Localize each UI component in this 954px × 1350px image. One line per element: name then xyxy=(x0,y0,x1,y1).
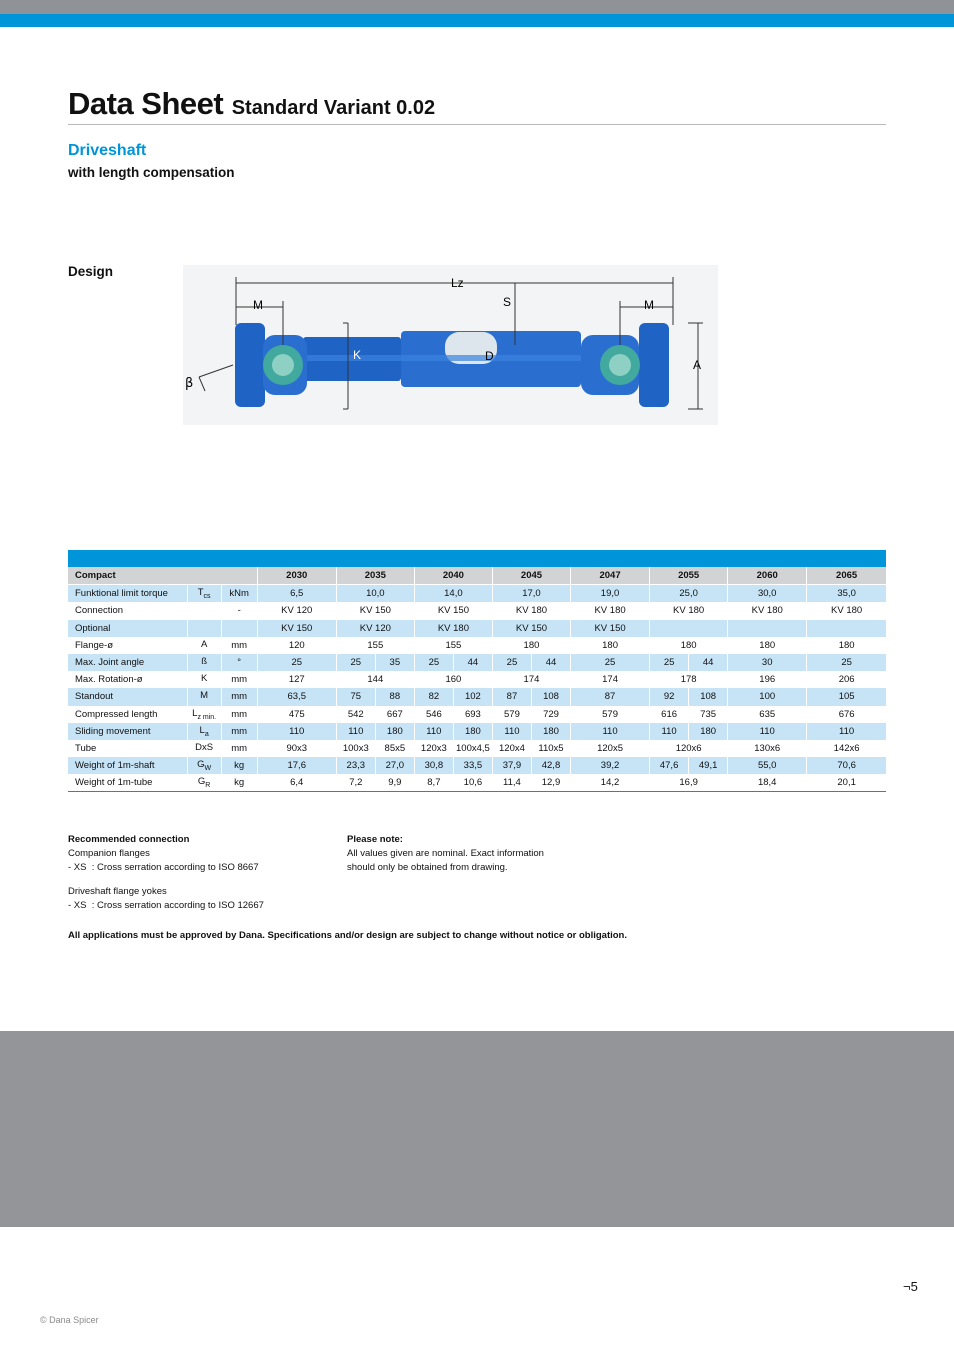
please-line-1: All values given are nominal. Exact information xyxy=(347,848,544,859)
row-unit: mm xyxy=(221,723,257,740)
row-label: Funktional limit torque xyxy=(68,585,187,603)
table-row xyxy=(68,774,886,792)
bottom-gray-band xyxy=(0,1031,954,1227)
table-cell: 120 xyxy=(257,637,336,654)
table-cell: 33,5 xyxy=(453,757,492,774)
table-cell: 579 xyxy=(571,706,650,723)
table-row xyxy=(68,757,886,774)
table-cell: 100x3 xyxy=(336,740,375,757)
table-row xyxy=(68,585,886,603)
table-row xyxy=(68,671,886,688)
table-cell: 110x5 xyxy=(531,740,570,757)
table-row xyxy=(68,654,886,671)
table-cell: 180 xyxy=(650,637,728,654)
table-header-cell: 2065 xyxy=(807,567,886,585)
left-cross-bearing xyxy=(272,354,294,376)
table-header-cell: 2055 xyxy=(650,567,728,585)
table-cell: KV 180 xyxy=(414,620,492,637)
table-cell: 82 xyxy=(414,688,453,705)
row-label: Max. Rotation-ø xyxy=(75,674,143,686)
label-k: K xyxy=(353,348,362,362)
table-cell: 25 xyxy=(807,654,886,671)
table-cell: 14,0 xyxy=(414,585,492,603)
table-row xyxy=(68,620,886,637)
row-symbol xyxy=(187,585,221,603)
table-cell xyxy=(728,620,807,637)
table-cell: 735 xyxy=(689,706,728,723)
row-label: Standout xyxy=(68,688,187,705)
page-number-value: 5 xyxy=(910,1279,918,1294)
table-cell: 30,0 xyxy=(728,585,807,603)
table-cell: 180 xyxy=(492,637,570,654)
spec-table xyxy=(68,567,886,792)
table-cell: 110 xyxy=(728,723,807,740)
page-number xyxy=(903,1279,918,1294)
title-main: Data Sheet xyxy=(68,86,224,121)
table-cell: 120x6 xyxy=(650,740,728,757)
companion-title: Companion flanges xyxy=(68,848,150,859)
table-cell: 180 xyxy=(453,723,492,740)
table-cell: 10,0 xyxy=(336,585,414,603)
table-cell: 108 xyxy=(531,688,570,705)
left-flange xyxy=(235,323,265,407)
row-symbol-sub: z min. xyxy=(197,713,217,721)
table-cell: 110 xyxy=(571,723,650,740)
row-unit xyxy=(221,620,257,637)
table-cell: 155 xyxy=(336,637,414,654)
table-cell: 25 xyxy=(257,654,336,671)
table-cell: 8,7 xyxy=(414,774,453,792)
top-blue-band xyxy=(0,14,954,27)
table-cell: 30,8 xyxy=(414,757,453,774)
table-cell: 130x6 xyxy=(728,740,807,757)
table-cell: 25 xyxy=(414,654,453,671)
row-unit: kg xyxy=(221,774,257,792)
table-cell: 6,5 xyxy=(257,585,336,603)
table-cell: 108 xyxy=(689,688,728,705)
table-cell: 110 xyxy=(807,723,886,740)
table-cell: 88 xyxy=(375,688,414,705)
row-unit: kg xyxy=(221,757,257,774)
table-cell: 635 xyxy=(728,706,807,723)
table-cell: 180 xyxy=(571,637,650,654)
table-row xyxy=(68,637,886,654)
row-unit: mm xyxy=(221,706,257,723)
table-cell: KV 150 xyxy=(257,620,336,637)
row-symbol xyxy=(187,671,221,688)
row-symbol xyxy=(187,723,221,740)
table-cell: 44 xyxy=(689,654,728,671)
table-cell: 55,0 xyxy=(728,757,807,774)
table-cell: 25 xyxy=(492,654,531,671)
table-cell: 75 xyxy=(336,688,375,705)
table-header-cell: 2045 xyxy=(492,567,570,585)
table-cell: 180 xyxy=(531,723,570,740)
label-lz: Lz xyxy=(451,276,464,290)
row-unit: kNm xyxy=(221,585,257,603)
table-cell: 23,3 xyxy=(336,757,375,774)
table-cell: KV 150 xyxy=(336,602,414,619)
table-cell: 44 xyxy=(453,654,492,671)
table-header-cell: 2030 xyxy=(257,567,336,585)
table-cell: 120x5 xyxy=(571,740,650,757)
row-symbol-main: M xyxy=(200,690,209,702)
right-flange xyxy=(639,323,669,407)
row-symbol-main: K xyxy=(200,673,208,685)
row-symbol-main: L xyxy=(199,724,205,736)
table-cell: 693 xyxy=(453,706,492,723)
table-cell: 25,0 xyxy=(650,585,728,603)
table-cell: 160 xyxy=(414,671,492,688)
table-cell: 579 xyxy=(492,706,531,723)
table-cell: 676 xyxy=(807,706,886,723)
table-cell: 155 xyxy=(414,637,492,654)
table-cell: KV 120 xyxy=(257,602,336,619)
table-cell: KV 180 xyxy=(728,602,807,619)
table-cell: 174 xyxy=(571,671,650,688)
table-cell: KV 180 xyxy=(807,602,886,619)
page-mark: ¬ xyxy=(903,1279,911,1294)
table-cell: 16,9 xyxy=(650,774,728,792)
driveshaft-drawing xyxy=(183,265,718,425)
table-cell: 25 xyxy=(336,654,375,671)
table-cell: 475 xyxy=(257,706,336,723)
table-cell: 142x6 xyxy=(807,740,886,757)
table-cell xyxy=(807,620,886,637)
table-top-bar xyxy=(68,550,886,567)
table-cell: 63,5 xyxy=(257,688,336,705)
row-symbol-sub: R xyxy=(205,782,211,790)
right-cross-bearing xyxy=(609,354,631,376)
table-cell: 35 xyxy=(375,654,414,671)
page-title xyxy=(68,86,435,122)
table-cell: 102 xyxy=(453,688,492,705)
table-row xyxy=(68,602,886,619)
table-cell: 178 xyxy=(650,671,728,688)
table-cell: 30 xyxy=(728,654,807,671)
table-cell: KV 180 xyxy=(571,602,650,619)
table-cell: 180 xyxy=(375,723,414,740)
table-cell: 19,0 xyxy=(571,585,650,603)
table-cell: 27,0 xyxy=(375,757,414,774)
table-cell: KV 150 xyxy=(492,620,570,637)
disclaimer: All applications must be approved by Dana. Specifications and/or design are subject to change without notice or obligation. xyxy=(68,930,627,941)
table-cell: 92 xyxy=(650,688,689,705)
table-header-cell: 2060 xyxy=(728,567,807,585)
label-beta: β xyxy=(185,376,194,391)
row-symbol xyxy=(187,757,221,774)
table-cell: 180 xyxy=(807,637,886,654)
label-m-right: M xyxy=(644,298,654,312)
table-header-cell: Compact xyxy=(68,567,257,585)
table-cell: 110 xyxy=(336,723,375,740)
table-cell: 110 xyxy=(492,723,531,740)
table-header-cell: 2035 xyxy=(336,567,414,585)
copyright: © Dana Spicer xyxy=(40,1315,99,1325)
row-symbol xyxy=(187,740,221,757)
yokes-item: - XS : Cross serration according to ISO 12667 xyxy=(68,900,264,911)
table-cell: 18,4 xyxy=(728,774,807,792)
table-cell: 100x4,5 xyxy=(453,740,492,757)
please-title: Please note: xyxy=(347,834,403,845)
companion-item: - XS : Cross serration according to ISO 8667 xyxy=(68,862,259,873)
row-symbol-main: A xyxy=(200,638,208,650)
table-cell: 110 xyxy=(257,723,336,740)
table-cell: KV 180 xyxy=(492,602,570,619)
table-cell: 47,6 xyxy=(650,757,689,774)
table-cell: 110 xyxy=(650,723,689,740)
label-d: D xyxy=(485,349,494,363)
row-unit: - xyxy=(221,602,257,619)
table-cell: 542 xyxy=(336,706,375,723)
table-cell: 85x5 xyxy=(375,740,414,757)
section-heading: Driveshaft xyxy=(68,142,147,159)
row-symbol-main: G xyxy=(197,776,206,788)
label-m-left: M xyxy=(253,298,263,312)
row-label: Sliding movement xyxy=(68,723,187,740)
row-symbol xyxy=(187,774,221,792)
tube-highlight xyxy=(303,355,581,361)
top-gray-band xyxy=(0,0,954,14)
row-unit: ° xyxy=(221,654,257,671)
table-cell: 180 xyxy=(728,637,807,654)
row-symbol xyxy=(187,654,221,671)
table-cell: 87 xyxy=(492,688,531,705)
table-cell: 196 xyxy=(728,671,807,688)
row-symbol-sub: W xyxy=(204,765,212,773)
table-cell: KV 150 xyxy=(571,620,650,637)
table-header-cell: 2047 xyxy=(571,567,650,585)
table-cell: 10,6 xyxy=(453,774,492,792)
table-cell: 25 xyxy=(571,654,650,671)
title-rule xyxy=(68,124,886,125)
section-subheading: with length compensation xyxy=(68,165,235,180)
row-label: Weight of 1m-tube xyxy=(68,774,187,792)
table-cell: 100 xyxy=(728,688,807,705)
table-cell: 20,1 xyxy=(807,774,886,792)
table-cell: KV 180 xyxy=(650,602,728,619)
table-cell: 110 xyxy=(414,723,453,740)
table-cell: 144 xyxy=(336,671,414,688)
label-a: A xyxy=(693,358,702,372)
table-header-row xyxy=(68,567,886,585)
row-unit: mm xyxy=(221,637,257,654)
please-note xyxy=(347,833,544,875)
row-symbol-main: L xyxy=(192,707,198,719)
row-unit: mm xyxy=(221,688,257,705)
table-cell: 127 xyxy=(257,671,336,688)
table-row xyxy=(68,688,886,705)
recommended-notes xyxy=(68,833,264,913)
table-cell: KV 120 xyxy=(336,620,414,637)
table-cell: 546 xyxy=(414,706,453,723)
design-label: Design xyxy=(68,264,114,279)
table-cell: 87 xyxy=(571,688,650,705)
row-symbol-sub: a xyxy=(204,730,209,738)
table-cell: 11,4 xyxy=(492,774,531,792)
row-label: Optional xyxy=(68,620,187,637)
row-symbol xyxy=(187,637,221,654)
row-label: Compressed length xyxy=(75,708,158,720)
row-symbol xyxy=(187,620,221,637)
row-symbol-main: T xyxy=(197,587,204,599)
table-cell: 12,9 xyxy=(531,774,570,792)
table-cell: 729 xyxy=(531,706,570,723)
row-symbol-sub: cs xyxy=(203,593,211,601)
row-symbol-main: G xyxy=(197,759,205,771)
table-cell: 49,1 xyxy=(689,757,728,774)
table-cell: 25 xyxy=(650,654,689,671)
label-s: S xyxy=(503,295,512,309)
table-cell: 667 xyxy=(375,706,414,723)
row-symbol-main: DxS xyxy=(195,742,214,754)
table-cell: 44 xyxy=(531,654,570,671)
table-cell: 6,4 xyxy=(257,774,336,792)
row-symbol xyxy=(187,688,221,705)
table-cell: 14,2 xyxy=(571,774,650,792)
row-label: Flange-ø xyxy=(75,639,114,651)
yokes-title: Driveshaft flange yokes xyxy=(68,886,167,897)
table-cell: 90x3 xyxy=(257,740,336,757)
row-symbol-main: ß xyxy=(201,656,208,668)
table-header-cell: 2040 xyxy=(414,567,492,585)
table-cell: 70,6 xyxy=(807,757,886,774)
table-cell: 174 xyxy=(492,671,570,688)
table-cell: 616 xyxy=(650,706,689,723)
table-cell: 39,2 xyxy=(571,757,650,774)
table-cell: 120x3 xyxy=(414,740,453,757)
table-cell xyxy=(650,620,728,637)
table-cell: 37,9 xyxy=(492,757,531,774)
please-line-2: should only be obtained from drawing. xyxy=(347,862,508,873)
table-cell: 35,0 xyxy=(807,585,886,603)
table-row xyxy=(68,740,886,757)
table-cell: 7,2 xyxy=(336,774,375,792)
row-label: Max. Joint angle xyxy=(68,654,187,671)
table-cell: 17,0 xyxy=(492,585,570,603)
table-row xyxy=(68,706,886,723)
row-symbol xyxy=(187,706,221,723)
table-row xyxy=(68,723,886,740)
title-subtitle: Standard Variant 0.02 xyxy=(231,97,436,119)
table-cell: KV 150 xyxy=(414,602,492,619)
row-unit: mm xyxy=(221,740,257,757)
row-label: Connection xyxy=(75,605,124,617)
table-cell: 120x4 xyxy=(492,740,531,757)
row-label: Tube xyxy=(75,742,97,754)
table-cell: 105 xyxy=(807,688,886,705)
table-cell: 9,9 xyxy=(375,774,414,792)
table-cell: 206 xyxy=(807,671,886,688)
row-unit: mm xyxy=(221,671,257,688)
table-cell: 180 xyxy=(689,723,728,740)
row-symbol xyxy=(187,602,221,619)
table-cell: 17,6 xyxy=(257,757,336,774)
row-label: Weight of 1m-shaft xyxy=(68,757,187,774)
recommended-title: Recommended connection xyxy=(68,834,190,845)
table-cell: 42,8 xyxy=(531,757,570,774)
